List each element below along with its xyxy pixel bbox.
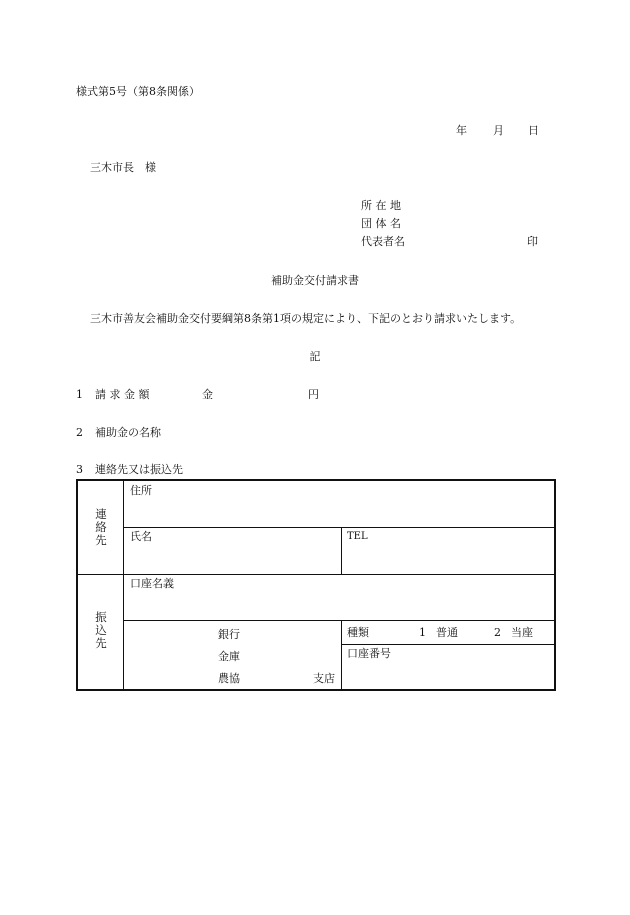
- name-field-label: 氏名: [130, 530, 152, 543]
- seal-mark: 印: [527, 235, 538, 248]
- addressee: 三木市長 様: [90, 161, 156, 174]
- account-number-label: 口座番号: [347, 647, 391, 660]
- type-option-2-label: 当座: [511, 626, 533, 639]
- type-option-2-number: 2: [494, 626, 501, 639]
- item-1-label: 請 求 金 額: [95, 388, 150, 401]
- account-type-label: 種類: [347, 626, 369, 639]
- item-1-number: 1: [76, 388, 83, 401]
- contact-row-divider: [123, 527, 554, 528]
- section-divider: [78, 574, 554, 575]
- bank-label: 銀行: [218, 628, 240, 641]
- address-label: 所 在 地: [361, 199, 401, 212]
- document-title: 補助金交付請求書: [271, 274, 359, 287]
- date-year-label: 年: [456, 124, 467, 137]
- transfer-col-divider: [341, 620, 342, 689]
- ki-heading: 記: [309, 350, 321, 363]
- date-month-label: 月: [493, 124, 504, 137]
- nokyo-label: 農協: [218, 672, 240, 685]
- item-2-label: 補助金の名称: [95, 426, 161, 439]
- contact-side-label: 連 絡 先: [95, 507, 107, 547]
- transfer-type-divider: [341, 644, 554, 645]
- item-1-yen: 円: [308, 388, 319, 401]
- organization-label: 団 体 名: [361, 217, 401, 230]
- form-number: 様式第5号（第8条関係）: [76, 85, 200, 98]
- tel-field-label: TEL: [347, 531, 368, 542]
- branch-label: 支店: [313, 672, 335, 685]
- contact-transfer-table: [76, 479, 556, 691]
- transfer-side-label: 振 込 先: [95, 610, 107, 650]
- account-holder-label: 口座名義: [130, 577, 174, 590]
- transfer-row-divider: [123, 620, 554, 621]
- item-3-number: 3: [76, 463, 83, 476]
- date-day-label: 日: [528, 124, 539, 137]
- item-3-label: 連絡先又は振込先: [95, 463, 183, 476]
- item-2-number: 2: [76, 426, 83, 439]
- shinkin-label: 金庫: [218, 650, 240, 663]
- type-option-1-label: 普通: [436, 626, 458, 639]
- type-option-1-number: 1: [419, 626, 426, 639]
- body-text: 三木市善友会補助金交付要綱第8条第1項の規定により、下記のとおり請求いたします。: [90, 312, 522, 325]
- item-1-kin: 金: [202, 388, 213, 401]
- contact-col-divider: [341, 527, 342, 574]
- representative-label: 代表者名: [361, 235, 405, 248]
- side-column-divider: [123, 481, 124, 689]
- address-field-label: 住所: [130, 484, 152, 497]
